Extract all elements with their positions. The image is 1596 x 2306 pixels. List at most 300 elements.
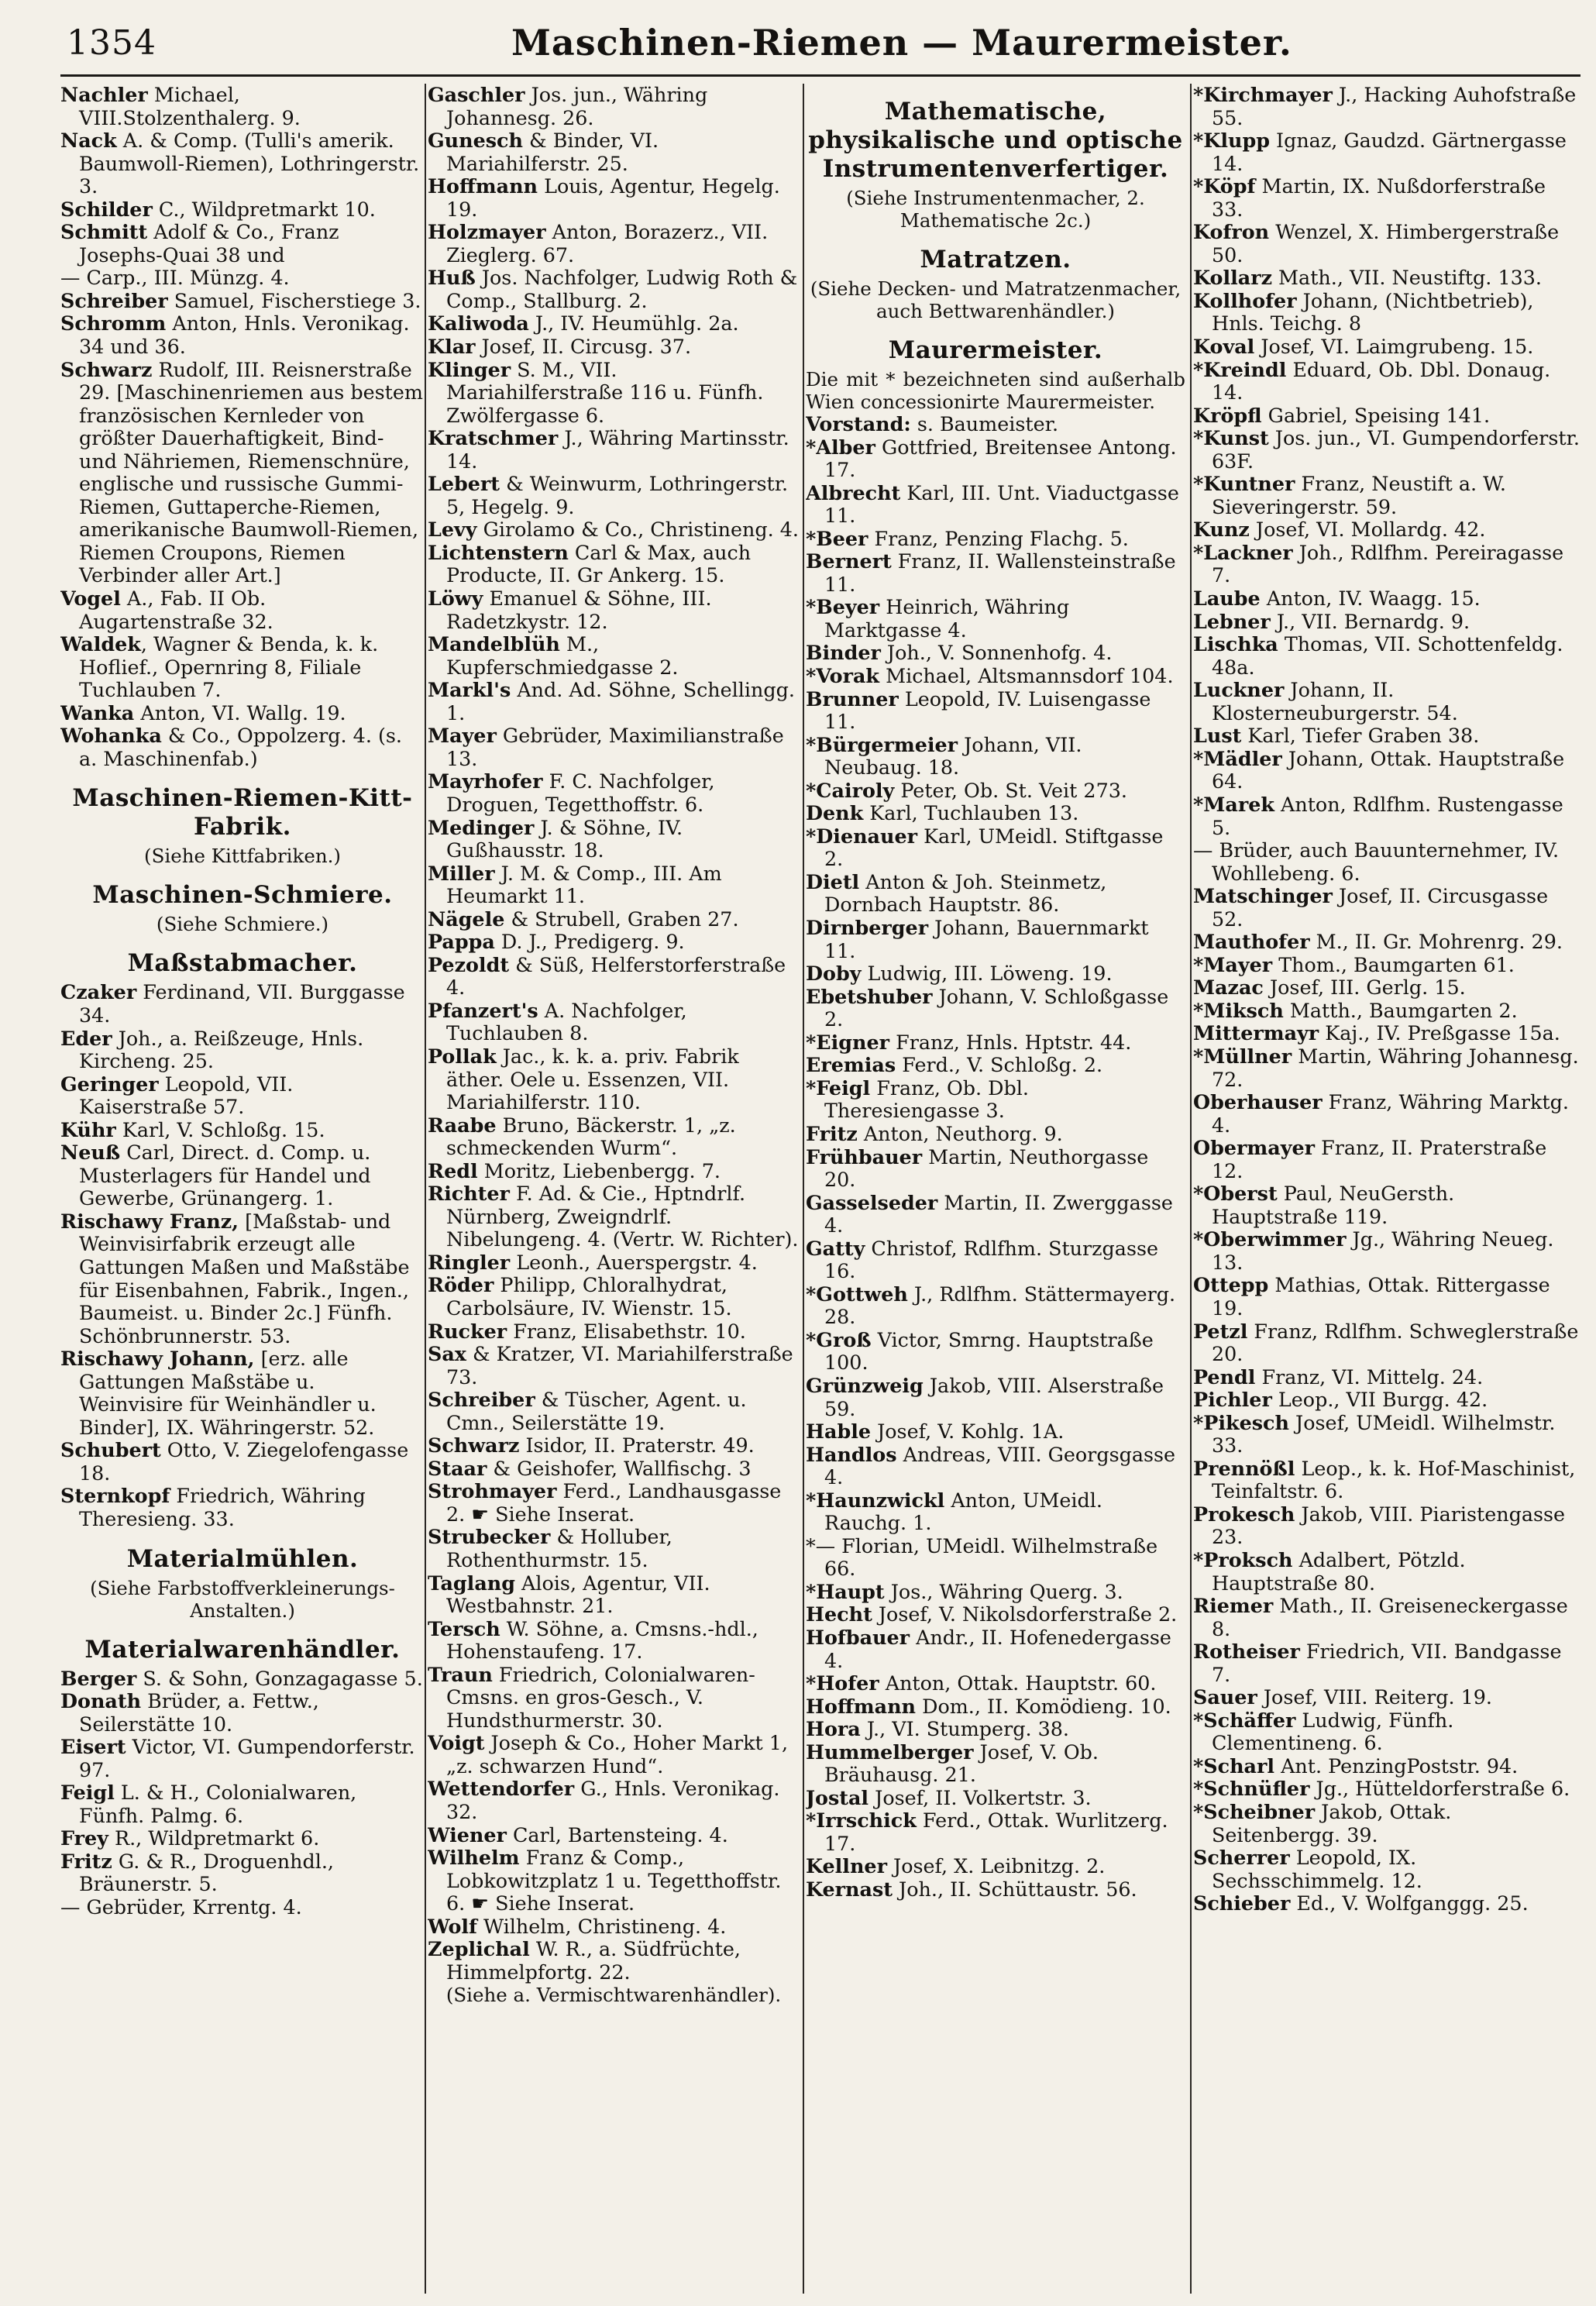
- column-1: [60, 84, 425, 2291]
- entry-details: Leonh., Auerspergstr. 4.: [510, 1250, 758, 1274]
- entry-name: Schieber: [1193, 1891, 1291, 1915]
- entry-name: Feigl: [60, 1781, 115, 1805]
- directory-entry: [806, 688, 1185, 734]
- entry-details: F. C. Nachfolger, Droguen, Tegetthoffstr. 6.: [446, 769, 715, 816]
- directory-entry: [60, 1781, 425, 1827]
- directory-entry: [60, 1736, 425, 1781]
- entry-name: Dietl: [806, 869, 860, 893]
- entry-name: *Schnüfler: [1193, 1777, 1310, 1801]
- entry-details: Ferd., V. Schloßg. 2.: [896, 1053, 1103, 1077]
- entry-details: & Kratzer, VI. Mariahilferstraße 73.: [446, 1342, 793, 1389]
- entry-details: & Weinwurm, Lothringerstr. 5, Hegelg. 9.: [446, 472, 789, 518]
- entry-name: Mittermayr: [1193, 1021, 1319, 1045]
- entry-details: Gottfried, Breitensee Antong. 17.: [824, 435, 1177, 482]
- directory-entry: [806, 1375, 1185, 1420]
- entry-details: Josef, V. Nikolsdorferstraße 2.: [872, 1602, 1178, 1626]
- directory-entry: [428, 1458, 800, 1481]
- entry-name: Lichtenstern: [428, 540, 569, 564]
- directory-entry: [806, 1603, 1185, 1626]
- entry-name: *Haunzwickl: [806, 1488, 945, 1512]
- entry-details: Carl, Bartensteing. 4.: [506, 1822, 728, 1847]
- entry-name: Richter: [428, 1182, 510, 1206]
- entry-details: Isidor, II. Praterstr. 49.: [519, 1434, 755, 1458]
- entry-name: *Beyer: [806, 595, 880, 619]
- entry-name: *Kirchmayer: [1193, 84, 1333, 106]
- directory-entry: [60, 84, 425, 129]
- directory-entry: [1193, 1137, 1581, 1182]
- entry-name: Doby: [806, 962, 862, 986]
- directory-entry: [1193, 679, 1581, 724]
- entry-name: Fritz: [806, 1121, 858, 1145]
- directory-entry: [60, 267, 425, 290]
- entry-name: *Miksch: [1193, 998, 1284, 1022]
- entry-details: Josef, V. Kohlg. 1A.: [871, 1420, 1065, 1444]
- directory-entry: [428, 1045, 800, 1114]
- directory-entry: [806, 1581, 1185, 1604]
- directory-entry: [428, 724, 800, 770]
- directory-entry: [1193, 1503, 1581, 1549]
- entry-details: Jos., Währing Querg. 3.: [884, 1579, 1123, 1603]
- directory-entry: [60, 290, 425, 313]
- directory-entry: [1193, 129, 1581, 175]
- entry-name: *Dienauer: [806, 824, 918, 848]
- entry-details: Franz, VI. Mittelg. 24.: [1255, 1365, 1484, 1389]
- entry-details: Michael, Altsmannsdorf 104.: [879, 664, 1174, 688]
- entry-details: Wenzel, X. Himbergerstraße 50.: [1212, 220, 1560, 267]
- entry-name: Berger: [60, 1666, 137, 1690]
- entry-details: — Brüder, auch Bauunternehmer, IV. Wohllebeng. 6.: [1193, 838, 1560, 885]
- entry-name: Pappa: [428, 930, 495, 954]
- cross-reference-note: (Siehe Decken- und Matratzenmacher, auch Bettwarenhändler.): [810, 277, 1182, 322]
- entry-details: , Wagner & Benda, k. k. Hoflief., Opernring 8, Filiale Tuchlauben 7.: [79, 632, 379, 702]
- entry-name: Schromm: [60, 311, 167, 336]
- entry-details: Heinrich, Währing Marktgasse 4.: [824, 595, 1070, 642]
- entry-name: *Scheibner: [1193, 1800, 1316, 1824]
- entry-name: Petzl: [1193, 1319, 1248, 1343]
- entry-name: *Mädler: [1193, 746, 1282, 770]
- section-heading: Maßstabmacher.: [127, 949, 358, 978]
- directory-entry: [806, 917, 1185, 962]
- directory-entry: [60, 724, 425, 770]
- entry-name: Lust: [1193, 724, 1242, 748]
- entry-details: Matth., Baumgarten 2.: [1283, 998, 1518, 1022]
- entry-details: Josef, II. Circusg. 37.: [475, 335, 692, 359]
- directory-entry: [1193, 1389, 1581, 1412]
- entry-name: *Alber: [806, 435, 875, 459]
- entry-details: Math., II. Greiseneckergasse 8.: [1212, 1594, 1568, 1640]
- entry-details: Josef, II. Volkertstr. 3.: [869, 1785, 1092, 1809]
- entry-name: Tersch: [428, 1616, 500, 1640]
- directory-entry: [806, 1489, 1185, 1535]
- entry-details: Jakob, Ottak. Seitenbergg. 39.: [1212, 1800, 1452, 1847]
- entry-details: Victor, Smrng. Hauptstraße 100.: [824, 1327, 1154, 1375]
- entry-name: Donath: [60, 1689, 142, 1713]
- entry-details: Andreas, VIII. Georgsgasse 4.: [824, 1442, 1176, 1489]
- entry-name: Oberhauser: [1193, 1090, 1323, 1114]
- entry-name: Pendl: [1193, 1365, 1256, 1389]
- entry-name: Schubert: [60, 1438, 161, 1462]
- entry-details: Martin, II. Zwerggasse 4.: [824, 1190, 1173, 1237]
- entry-details: F. Ad. & Cie., Hptndrlf. Nürnberg, Zweigndrlf. Nibelungeng. 4. (Vertr. W. Richter).: [446, 1182, 799, 1251]
- directory-entry: [1193, 1458, 1581, 1503]
- entry-name: Koval: [1193, 335, 1255, 359]
- directory-entry: [806, 482, 1185, 528]
- column-divider: [1190, 84, 1192, 2294]
- directory-entry: [806, 1787, 1185, 1810]
- entry-details: J. & Söhne, IV. Gußhausstr. 18.: [446, 815, 683, 862]
- entry-name: Löwy: [428, 587, 483, 611]
- entry-name: Hecht: [806, 1602, 872, 1626]
- directory-entry: [428, 1114, 800, 1160]
- directory-entry: [1193, 748, 1581, 793]
- entry-details: Anton, IV. Waagg. 15.: [1260, 587, 1481, 611]
- directory-entry: [60, 1141, 425, 1210]
- entry-details: Johann, Bauernmarkt 11.: [824, 916, 1149, 962]
- entry-name: Vogel: [60, 587, 121, 611]
- directory-entry: [806, 1809, 1185, 1855]
- entry-name: Hofbauer: [806, 1625, 910, 1649]
- section-heading: Maschinen-Schmiere.: [92, 881, 393, 910]
- entry-details: Karl, III. Unt. Viaductgasse 11.: [824, 480, 1179, 528]
- directory-entry: [428, 1732, 800, 1778]
- directory-entry: [428, 908, 800, 931]
- entry-name: Jostal: [806, 1785, 869, 1809]
- entry-name: Matschinger: [1193, 884, 1333, 908]
- directory-entry: [1193, 1182, 1581, 1228]
- entry-details: Emanuel & Söhne, III. Radetzkystr. 12.: [446, 587, 712, 633]
- directory-entry: [1193, 976, 1581, 1000]
- directory-entry: [1193, 1091, 1581, 1137]
- entry-details: A. & Comp. (Tulli's amerik. Baumwoll-Riemen), Lothringerstr. 3.: [79, 129, 420, 198]
- directory-entry: [1193, 885, 1581, 931]
- entry-details: Franz, Ob. Dbl. Theresiengasse 3.: [824, 1076, 1029, 1123]
- entry-details: W. Söhne, a. Cmsns.-hdl., Hohenstaufeng. 17.: [446, 1616, 758, 1664]
- entry-details: J. M. & Comp., III. Am Heumarkt 11.: [446, 861, 722, 908]
- entry-name: *Proksch: [1193, 1548, 1293, 1571]
- directory-entry: [428, 862, 800, 908]
- directory-entry: [1193, 175, 1581, 221]
- entry-details: S. M., VII. Mariahilferstraße 116 u. Fünfh. Zwölfergasse 6.: [446, 357, 764, 427]
- entry-details: Jos. jun., Währing Johannesg. 26.: [446, 84, 708, 129]
- entry-name: *Pikesch: [1193, 1410, 1289, 1434]
- directory-entry: [806, 1237, 1185, 1283]
- directory-entry: [428, 1618, 800, 1664]
- entry-name: *Vorak: [806, 664, 880, 688]
- entry-details: Leopold, IX. Sechsschimmelg. 12.: [1212, 1846, 1422, 1892]
- entry-name: *Haupt: [806, 1579, 885, 1603]
- directory-entry: [806, 1535, 1185, 1581]
- entry-details: Johann, VII. Neubaug. 18.: [824, 732, 1082, 780]
- entry-details: Anton, Borazerz., VII. Zieglerg. 67.: [446, 220, 769, 267]
- entry-name: Wilhelm: [428, 1846, 520, 1870]
- entry-details: [Maßstab- und Weinvisirfabrik erzeugt alle Gattungen Maßen und Maßstäbe für Eisenbahnen, Fabrik., Ingen., Baumeist. u. Binder 2c.] Fünfh. Schönbrunnerstr. 53.: [79, 1209, 410, 1347]
- entry-details: Michael, VIII.Stolzenthalerg. 9.: [79, 84, 301, 129]
- entry-details: Johann, V. Schloßgasse 2.: [824, 984, 1169, 1031]
- entry-name: *Oberst: [1193, 1182, 1278, 1206]
- entry-name: Gasselseder: [806, 1190, 938, 1214]
- directory-entry: [806, 1741, 1185, 1787]
- entry-name: Klar: [428, 335, 476, 359]
- entry-details: Victor, VI. Gumpendorferstr. 97.: [79, 1735, 415, 1781]
- directory-entry: [806, 1695, 1185, 1719]
- entry-details: Anton & Joh. Steinmetz, Dornbach Hauptstr. 86.: [824, 869, 1107, 917]
- entry-details: — Gebrüder, Krrentg. 4.: [60, 1895, 302, 1919]
- directory-entry: [428, 1160, 800, 1183]
- entry-details: *— Florian, UMeidl. Wilhelmstraße 66.: [806, 1533, 1158, 1581]
- entry-name: Wanka: [60, 700, 135, 724]
- entry-name: Pollak: [428, 1044, 497, 1068]
- directory-entry: [428, 954, 800, 1000]
- entry-name: *Marek: [1193, 792, 1274, 816]
- directory-entry: [428, 542, 800, 587]
- directory-entry: [428, 587, 800, 633]
- entry-details: Franz, II. Wallensteinstraße 11.: [824, 549, 1176, 596]
- entry-name: Mandelblüh: [428, 632, 560, 656]
- entry-name: Rotheiser: [1193, 1640, 1300, 1664]
- entry-name: *Groß: [806, 1327, 872, 1351]
- cross-reference-note: (Siehe Instrumentenmacher, 2. Mathematische 2c.): [846, 187, 1145, 232]
- entry-details: Joh., V. Sonnenhofg. 4.: [880, 641, 1113, 665]
- entry-name: Kunz: [1193, 518, 1250, 542]
- directory-entry: [428, 473, 800, 518]
- entry-details: Friedrich, Währing Theresieng. 33.: [79, 1484, 366, 1530]
- directory-entry: [806, 1146, 1185, 1192]
- directory-entry: [806, 596, 1185, 642]
- entry-name: Redl: [428, 1158, 478, 1182]
- entry-name: Kofron: [1193, 220, 1270, 244]
- directory-entry: [60, 1210, 425, 1347]
- directory-entry: [1193, 611, 1581, 634]
- entry-details: Ludwig, Fünfh. Clementineng. 6.: [1212, 1708, 1454, 1755]
- directory-entry: [60, 198, 425, 222]
- entry-details: A. Nachfolger, Tuchlauben 8.: [446, 998, 687, 1045]
- entry-details: Ferd., Landhausgasse 2. ☛ Siehe Inserat.: [446, 1479, 782, 1526]
- entry-name: Frühbauer: [806, 1144, 923, 1168]
- entry-details: Adalbert, Pötzld. Hauptstraße 80.: [1212, 1548, 1466, 1595]
- entry-details: Math., VII. Neustiftg. 133.: [1271, 266, 1542, 290]
- entry-details: — Carp., III. Münzg. 4.: [60, 266, 290, 290]
- directory-entry: [428, 1251, 800, 1275]
- entry-details: & Tüscher, Agent. u. Cmn., Seilerstätte 19.: [446, 1388, 747, 1434]
- entry-details: Gabriel, Speising 141.: [1261, 403, 1491, 427]
- entry-name: Ebetshuber: [806, 984, 933, 1008]
- entry-details: Eduard, Ob. Dbl. Donaug. 14.: [1212, 357, 1551, 404]
- entry-name: Schwarz: [428, 1434, 520, 1458]
- section-heading: Maschinen-Riemen-Kitt-Fabrik.: [72, 784, 413, 842]
- entry-details: Louis, Agentur, Hegelg. 19.: [446, 174, 780, 221]
- entry-details: Franz, II. Praterstraße 12.: [1212, 1136, 1547, 1182]
- entry-details: D. J., Predigerg. 9.: [494, 930, 685, 954]
- entry-name: *Feigl: [806, 1076, 871, 1100]
- directory-entry: [806, 1123, 1185, 1146]
- directory-entry: [1193, 427, 1581, 473]
- entry-details: Dom., II. Komödieng. 10.: [916, 1694, 1171, 1718]
- directory-entry: [428, 1434, 800, 1458]
- section-heading: Materialwarenhändler.: [84, 1635, 401, 1664]
- entry-name: Albrecht: [806, 480, 901, 504]
- entry-details: Ant. PenzingPoststr. 94.: [1274, 1754, 1519, 1778]
- directory-entry: [428, 221, 800, 267]
- entry-name: Schreiber: [60, 288, 168, 312]
- directory-entry: [428, 518, 800, 542]
- entry-details: L. & H., Colonialwaren, Fünfh. Palmg. 6.: [79, 1781, 357, 1827]
- entry-details: Jos. Nachfolger, Ludwig Roth & Comp., Stallburg. 2.: [446, 266, 798, 312]
- entry-details: Anton, Ottak. Hauptstr. 60.: [879, 1671, 1157, 1695]
- entry-name: Hoffmann: [806, 1694, 917, 1718]
- entry-details: Leop., k. k. Hof-Maschinist, Teinfaltstr. 6.: [1212, 1456, 1576, 1503]
- entry-name: Pezoldt: [428, 952, 510, 976]
- entry-details: J., Rdlfhm. Stättermayerg. 28.: [824, 1282, 1176, 1329]
- entry-name: Mayrhofer: [428, 769, 543, 793]
- directory-entry: [1193, 84, 1581, 129]
- entry-details: Thom., Baumgarten 61.: [1272, 952, 1515, 976]
- directory-entry: [1193, 1274, 1581, 1320]
- cross-reference-note: (Siehe a. Vermischtwarenhändler).: [445, 1984, 782, 2007]
- entry-name: Pichler: [1193, 1388, 1272, 1412]
- entry-details: C., Wildpretmarkt 10.: [152, 197, 376, 221]
- entry-details: Johann, Ottak. Hauptstraße 64.: [1212, 746, 1565, 793]
- entry-details: Andr., II. Hofenedergasse 4.: [824, 1625, 1171, 1672]
- entry-details: Anton, Rdlfhm. Rustengasse 5.: [1212, 792, 1563, 839]
- directory-entry: [60, 1439, 425, 1485]
- entry-details: [erz. alle Gattungen Maßstäbe u. Weinvisire für Weinhändler u. Binder], IX. Währingerstr. 52.: [79, 1347, 377, 1439]
- directory-entry: [806, 780, 1185, 803]
- entry-details: Karl, Tiefer Graben 38.: [1241, 724, 1480, 748]
- entry-name: *Oberwimmer: [1193, 1227, 1347, 1251]
- page-header: [0, 0, 1596, 74]
- entry-details: & Geishofer, Wallfischg. 3: [487, 1456, 752, 1480]
- entry-details: Martin, Neuthorgasse 20.: [824, 1144, 1149, 1192]
- entry-name: Hable: [806, 1420, 871, 1444]
- entry-name: Lebner: [1193, 609, 1271, 633]
- directory-entry: [1193, 336, 1581, 359]
- entry-name: *Bürgermeier: [806, 732, 958, 756]
- section-explanation: Die mit * bezeichneten sind außerhalb Wien concessionirte Maurermeister.: [806, 368, 1185, 413]
- directory-entry: [428, 1572, 800, 1618]
- entry-name: Brunner: [806, 687, 899, 711]
- entry-name: *Schäffer: [1193, 1708, 1296, 1732]
- directory-entry: [1193, 1847, 1581, 1892]
- entry-details: Karl, Tuchlauben 13.: [863, 801, 1079, 825]
- entry-name: Mayer: [428, 724, 497, 748]
- directory-entry: [428, 1480, 800, 1526]
- directory-entry: [1193, 1801, 1581, 1847]
- entry-name: Grünzweig: [806, 1373, 924, 1397]
- directory-entry: [1193, 1595, 1581, 1640]
- entry-details: Leopold, IV. Luisengasse 11.: [824, 687, 1151, 734]
- entry-details: Franz, Neustift a. W. Sieveringerstr. 59.: [1212, 472, 1506, 518]
- entry-name: Gatty: [806, 1236, 865, 1260]
- directory-entry: [1193, 1709, 1581, 1755]
- entry-details: Karl, V. Schloßg. 15.: [115, 1117, 325, 1141]
- entry-details: Franz, Penzing Flachg. 5.: [868, 526, 1129, 550]
- directory-entry: [428, 679, 800, 724]
- entry-details: Bruno, Bäckerstr. 1, „z. schmeckenden Wurm“.: [446, 1113, 736, 1160]
- entry-details: & Holluber, Rothenthurmstr. 15.: [446, 1525, 672, 1571]
- directory-entry: [1193, 1412, 1581, 1458]
- directory-entry: [60, 633, 425, 702]
- entry-name: Gunesch: [428, 129, 523, 153]
- directory-entry: [428, 1389, 800, 1434]
- entry-details: Leopold, VII. Kaiserstraße 57.: [79, 1072, 294, 1119]
- entry-name: Gaschler: [428, 84, 525, 106]
- entry-details: R., Wildpretmarkt 6.: [108, 1826, 320, 1850]
- entry-details: Anton, Hnls. Veronikag. 34 und 36.: [79, 311, 410, 359]
- directory-entry: [1193, 793, 1581, 839]
- entry-name: Fritz: [60, 1849, 112, 1873]
- entry-details: J., VII. Bernardg. 9.: [1270, 609, 1470, 633]
- entry-name: Riemer: [1193, 1594, 1274, 1618]
- directory-entry: [1193, 587, 1581, 611]
- directory-entry: [1193, 1778, 1581, 1801]
- entry-details: G. & R., Droguenhdl., Bräunerstr. 5.: [79, 1849, 334, 1896]
- directory-entry: [1193, 290, 1581, 336]
- entry-details: Carl & Max, auch Producte, II. Gr Ankerg. 15.: [446, 540, 752, 587]
- directory-entry: [1193, 1045, 1581, 1091]
- entry-name: Staar: [428, 1456, 487, 1480]
- entry-details: S. & Sohn, Gonzagagasse 5.: [136, 1666, 423, 1690]
- directory-entry: [428, 817, 800, 862]
- directory-entry: [428, 1274, 800, 1320]
- entry-details: Franz, Hnls. Hptstr. 44.: [889, 1030, 1132, 1054]
- entry-name: Zeplichal: [428, 1937, 530, 1961]
- entry-details: Joh., II. Schüttaustr. 56.: [892, 1877, 1137, 1901]
- entry-name: Hoffmann: [428, 174, 538, 198]
- entry-details: Josef, X. Leibnitzg. 2.: [886, 1854, 1106, 1878]
- entry-details: G., Hnls. Veronikag. 32.: [446, 1777, 780, 1824]
- directory-entry: [806, 665, 1185, 688]
- directory-entry: [60, 1668, 425, 1691]
- cross-reference-note: (Siehe Kittfabriken.): [144, 845, 341, 868]
- directory-entry: [60, 359, 425, 587]
- directory-entry: [806, 871, 1185, 917]
- entry-name: Strubecker: [428, 1525, 551, 1549]
- column-divider: [803, 84, 804, 2294]
- directory-entry: [428, 931, 800, 954]
- entry-details: Ferdinand, VII. Burggasse 34.: [79, 980, 405, 1027]
- directory-entry: [1193, 1892, 1581, 1915]
- entry-name: *Klupp: [1193, 129, 1270, 153]
- directory-entry: [60, 1347, 425, 1439]
- directory-entry: [428, 427, 800, 473]
- entry-name: Nachler: [60, 84, 148, 106]
- section-heading: Materialmühlen.: [126, 1544, 359, 1573]
- directory-entry: [60, 702, 425, 725]
- entry-name: Raabe: [428, 1113, 497, 1137]
- entry-name: Huß: [428, 266, 476, 290]
- entry-name: Ringler: [428, 1250, 511, 1274]
- entry-name: Mauthofer: [1193, 930, 1310, 954]
- directory-entry: [806, 1077, 1185, 1123]
- entry-name: Waldek: [60, 632, 141, 656]
- entry-name: *Beer: [806, 526, 869, 550]
- entry-name: Wohanka: [60, 724, 162, 748]
- entry-name: Ottepp: [1193, 1273, 1269, 1297]
- entry-name: Mazac: [1193, 976, 1264, 1000]
- entry-name: *Kunst: [1193, 426, 1269, 450]
- entry-name: Eremias: [806, 1053, 896, 1077]
- entry-details: Josef, UMeidl. Wilhelmstr. 33.: [1212, 1410, 1556, 1458]
- entry-name: Nägele: [428, 907, 505, 931]
- entry-name: Laube: [1193, 587, 1261, 611]
- entry-details: Jakob, VIII. Piaristengasse 23.: [1212, 1502, 1566, 1549]
- entry-details: Josef, III. Gerlg. 15.: [1263, 976, 1466, 1000]
- entry-details: Carl, Direct. d. Comp. u. Musterlagers für Handel und Gewerbe, Grünangerg. 1.: [79, 1141, 371, 1210]
- entry-details: Ed., V. Wolfganggg. 25.: [1290, 1891, 1529, 1915]
- entry-details: Jg., Währing Neueg. 13.: [1212, 1227, 1554, 1274]
- directory-entry: [806, 825, 1185, 871]
- directory-entry: [428, 770, 800, 816]
